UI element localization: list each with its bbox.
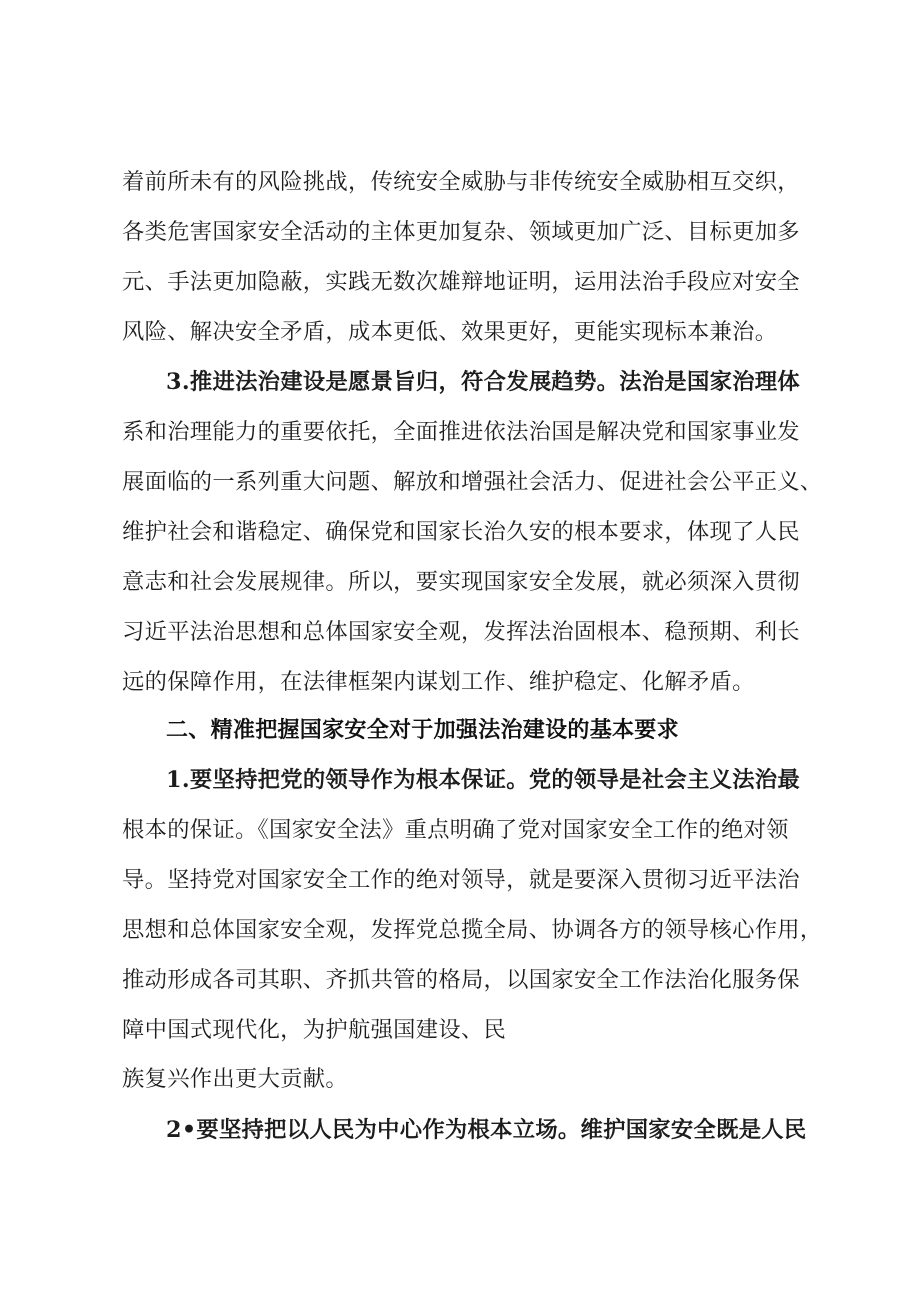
- text-line: 元、手法更加隐蔽，实践无数次雄辩地证明，运用法治手段应对安全: [122, 269, 800, 295]
- text-line: 展面临的一系列重大问题、解放和增强社会活力、促进社会公平正义、: [122, 469, 823, 495]
- text-line: 意志和社会发展规律。所以，要实现国家安全发展，就必须深入贯彻: [122, 569, 800, 595]
- text-line: 思想和总体国家安全观，发挥党总揽全局、协调各方的领导核心作用，: [122, 917, 823, 943]
- text-line: 着前所未有的风险挑战，传统安全威胁与非传统安全威胁相互交织，: [122, 169, 800, 195]
- text-line: 障中国式现代化，为护航强国建设、民: [122, 1017, 507, 1043]
- text-line: 导。坚持党对国家安全工作的绝对领导，就是要深入贯彻习近平法治: [122, 867, 800, 893]
- text-line: 风险、解决安全矛盾，成本更低、效果更好，更能实现标本兼治。: [122, 319, 778, 345]
- section-heading: 二、精准把握国家安全对于加强法治建设的基本要求: [166, 718, 679, 743]
- paragraph-lead-line: 1.要坚持把党的领导作为根本保证。党的领导是社会主义法治最: [166, 767, 800, 793]
- text-line: 远的保障作用，在法律框架内谋划工作、维护稳定、化解矛盾。: [122, 669, 755, 695]
- paragraph-lead-line: 2•要坚持把以人民为中心作为根本立场。维护国家安全既是人民: [166, 1117, 807, 1143]
- paragraph-lead-line: 3.推进法治建设是愿景旨归，符合发展趋势。法治是国家治理体: [166, 369, 800, 395]
- text-line: 各类危害国家安全活动的主体更加复杂、领域更加广泛、目标更加多: [122, 219, 800, 245]
- text-line: 族复兴作出更大贡献。: [122, 1066, 348, 1092]
- text-line: 系和治理能力的重要依托，全面推进依法治国是解决党和国家事业发: [122, 419, 800, 445]
- text-line: 根本的保证。《国家安全法》重点明确了党对国家安全工作的绝对领: [122, 817, 789, 843]
- text-line: 习近平法治思想和总体国家安全观，发挥法治固根本、稳预期、利长: [122, 619, 800, 645]
- text-line: 推动形成各司其职、齐抓共管的格局，以国家安全工作法治化服务保: [122, 967, 800, 993]
- text-line: 维护社会和谐稳定、确保党和国家长治久安的根本要求，体现了人民: [122, 519, 800, 545]
